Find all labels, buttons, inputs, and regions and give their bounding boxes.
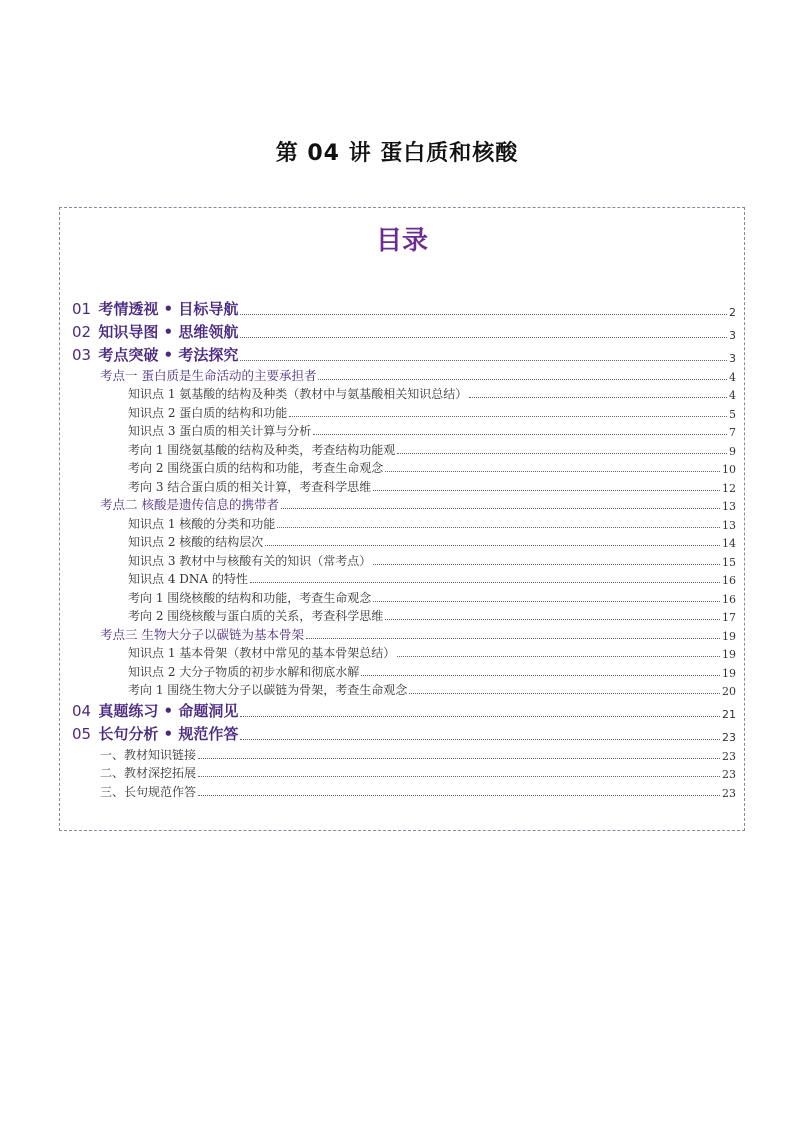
toc-entry-text: 考向 1 围绕生物大分子以碳链为骨架，考查生命观念: [128, 683, 408, 697]
toc-entry-text: 知识导图 • 思维领航: [98, 323, 239, 341]
toc-entry[interactable]: [72, 763, 736, 782]
toc-page-number: 7: [729, 426, 736, 439]
toc-page-number: 17: [722, 611, 736, 624]
toc-entry-label: [100, 764, 196, 781]
toc-entry[interactable]: [72, 365, 736, 384]
toc-leader-dots: [361, 675, 720, 676]
toc-entry-text: 知识点 2 核酸的结构层次: [128, 535, 264, 549]
toc-page-number: 3: [729, 329, 736, 342]
toc-page-number: 5: [729, 407, 736, 421]
toc-entry-text: 考向 3 结合蛋白质的相关计算，考查科学思维: [128, 479, 372, 494]
toc-entry-text: 考向 1 围绕氨基酸的结构及种类，考查结构功能观: [128, 442, 396, 457]
toc-entry-text: 考向 2 围绕核酸与蛋白质的关系，考查科学思维: [128, 609, 384, 623]
toc-leader-dots: [240, 360, 727, 361]
toc-entry-number: 05: [72, 725, 92, 743]
toc-entry[interactable]: [72, 680, 736, 699]
toc-entry[interactable]: [72, 624, 736, 643]
toc-page-number: 2: [729, 306, 736, 319]
document-title: 第 04 讲 蛋白质和核酸: [275, 141, 519, 166]
toc-page-number: 14: [722, 537, 736, 550]
toc-entry[interactable]: [72, 781, 736, 800]
toc-entry-text: 知识点 1 核酸的分类和功能: [128, 516, 276, 531]
toc-heading: 目录: [375, 226, 428, 256]
toc-leader-dots: [397, 656, 720, 657]
toc-list: [72, 296, 736, 800]
toc-entry[interactable]: [72, 587, 736, 606]
toc-leader-dots: [198, 776, 720, 777]
toc-leader-dots: [240, 314, 727, 315]
toc-entry-label: [72, 344, 238, 365]
toc-entry-label: [128, 663, 359, 680]
toc-entry[interactable]: [72, 476, 736, 495]
toc-leader-dots: [265, 545, 720, 546]
toc-entry[interactable]: [72, 384, 736, 403]
toc-entry-text: 考情透视 • 目标导航: [98, 300, 239, 318]
toc-page-number: 23: [722, 768, 736, 781]
toc-entry-text: 知识点 3 教材中与核酸有关的知识（常考点）: [128, 553, 372, 568]
toc-entry-label: [128, 570, 248, 587]
toc-entry[interactable]: [72, 550, 736, 569]
toc-page-number: 20: [722, 685, 736, 698]
toc-leader-dots: [397, 453, 727, 454]
toc-leader-dots: [409, 693, 720, 694]
toc-leader-dots: [385, 471, 720, 472]
toc-leader-dots: [318, 379, 727, 380]
toc-entry-text: 考向 2 围绕蛋白质的结构和功能，考查生命观念: [128, 461, 384, 475]
toc-leader-dots: [240, 716, 720, 717]
toc-page-number: 15: [722, 555, 736, 569]
toc-entry-label: [128, 478, 371, 495]
toc-page-number: 23: [722, 731, 736, 744]
toc-entry-text: 知识点 3 蛋白质的相关计算与分析: [128, 424, 312, 438]
toc-entry-text: 知识点 2 蛋白质的结构和功能: [128, 405, 288, 420]
toc-entry-text: 考点一 蛋白质是生命活动的主要承担者: [100, 367, 317, 383]
toc-page-number: 4: [729, 370, 736, 384]
toc-entry-label: [128, 644, 395, 661]
toc-entry[interactable]: [72, 532, 736, 551]
toc-entry[interactable]: [72, 319, 736, 342]
toc-page-number: 3: [729, 352, 736, 365]
toc-leader-dots: [385, 619, 720, 620]
toc-entry-number: 02: [72, 323, 92, 341]
toc-entry-text: 考点二 核酸是遗传信息的携带者: [100, 497, 279, 512]
toc-entry-number: 01: [72, 300, 92, 318]
toc-entry[interactable]: [72, 643, 736, 662]
toc-entry-label: [128, 533, 263, 550]
toc-entry-text: 知识点 2 大分子物质的初步水解和彻底水解: [128, 664, 360, 679]
toc-entry-text: 知识点 4 DNA 的特性: [128, 572, 248, 586]
toc-entry-label: [128, 515, 275, 532]
toc-entry[interactable]: [72, 698, 736, 721]
toc-entry[interactable]: [72, 495, 736, 514]
toc-leader-dots: [198, 758, 720, 759]
toc-leader-dots: [306, 638, 720, 639]
toc-entry-text: 知识点 1 基本骨架（教材中常见的基本骨架总结）: [128, 646, 396, 660]
toc-entry[interactable]: [72, 342, 736, 365]
toc-page-number: 23: [722, 749, 736, 763]
toc-leader-dots: [240, 337, 727, 338]
toc-entry-number: 04: [72, 702, 92, 720]
toc-entry-label: [72, 723, 238, 744]
toc-entry-text: 长句分析 • 规范作答: [98, 725, 239, 743]
toc-page-number: 4: [729, 389, 736, 402]
toc-entry[interactable]: [72, 296, 736, 319]
toc-page-number: 10: [722, 463, 736, 476]
toc-leader-dots: [469, 397, 727, 398]
toc-entry-text: 一、教材知识链接: [100, 747, 197, 762]
table-of-contents: [59, 207, 745, 831]
toc-leader-dots: [373, 601, 720, 602]
toc-page-number: 21: [722, 708, 736, 721]
toc-entry-text: 考向 1 围绕核酸的结构和功能，考查生命观念: [128, 590, 372, 605]
toc-entry-label: [100, 625, 304, 643]
toc-entry-label: [72, 700, 238, 721]
toc-entry[interactable]: [72, 421, 736, 440]
toc-leader-dots: [373, 490, 720, 491]
toc-entry-label: [128, 681, 407, 698]
toc-entry-text: 真题练习 • 命题洞见: [98, 702, 239, 720]
toc-entry-label: [100, 746, 196, 763]
toc-entry[interactable]: [72, 744, 736, 763]
toc-entry-label: [128, 459, 383, 476]
toc-entry-label: [128, 441, 395, 458]
toc-leader-dots: [277, 527, 720, 528]
toc-entry[interactable]: [72, 721, 736, 744]
toc-entry[interactable]: [72, 402, 736, 421]
toc-entry-label: [100, 495, 279, 513]
toc-entry[interactable]: [72, 661, 736, 680]
toc-entry-text: 二、教材深挖拓展: [100, 766, 197, 780]
toc-leader-dots: [250, 582, 720, 583]
toc-page-number: 16: [722, 574, 736, 587]
toc-page-number: 12: [722, 481, 736, 495]
toc-entry-text: 知识点 1 氨基酸的结构及种类（教材中与氨基酸相关知识总结）: [128, 387, 468, 401]
toc-leader-dots: [373, 564, 720, 565]
toc-entry-label: [128, 422, 311, 439]
toc-leader-dots: [313, 434, 727, 435]
toc-entry-text: 考点突破 • 考法探究: [98, 346, 239, 364]
toc-entry[interactable]: [72, 606, 736, 625]
toc-page-number: 16: [722, 592, 736, 606]
toc-leader-dots: [281, 508, 720, 509]
toc-entry-label: [128, 404, 287, 421]
toc-entry-text: 考点三 生物大分子以碳链为基本骨架: [100, 626, 304, 642]
toc-page-number: 19: [722, 629, 736, 643]
toc-leader-dots: [289, 416, 727, 417]
toc-page-number: 23: [722, 786, 736, 800]
toc-entry-label: [128, 589, 371, 606]
toc-entry-label: [128, 552, 371, 569]
toc-leader-dots: [198, 795, 720, 796]
toc-page-number: 13: [722, 500, 736, 513]
toc-page-number: 19: [722, 648, 736, 661]
toc-entry-label: [100, 783, 196, 800]
toc-page-number: 19: [722, 666, 736, 680]
toc-leader-dots: [240, 739, 720, 740]
toc-entry-number: 03: [72, 346, 92, 364]
toc-entry-label: [128, 607, 383, 624]
toc-entry[interactable]: [72, 439, 736, 458]
toc-page-number: 9: [729, 444, 736, 458]
toc-page-number: 13: [722, 518, 736, 532]
toc-entry-text: 三、长句规范作答: [100, 784, 197, 799]
toc-entry-label: [100, 366, 316, 384]
toc-entry[interactable]: [72, 569, 736, 588]
toc-entry[interactable]: [72, 458, 736, 477]
toc-entry-label: [72, 298, 238, 319]
toc-entry-label: [128, 385, 467, 402]
toc-entry-label: [72, 321, 238, 342]
toc-entry[interactable]: [72, 513, 736, 532]
